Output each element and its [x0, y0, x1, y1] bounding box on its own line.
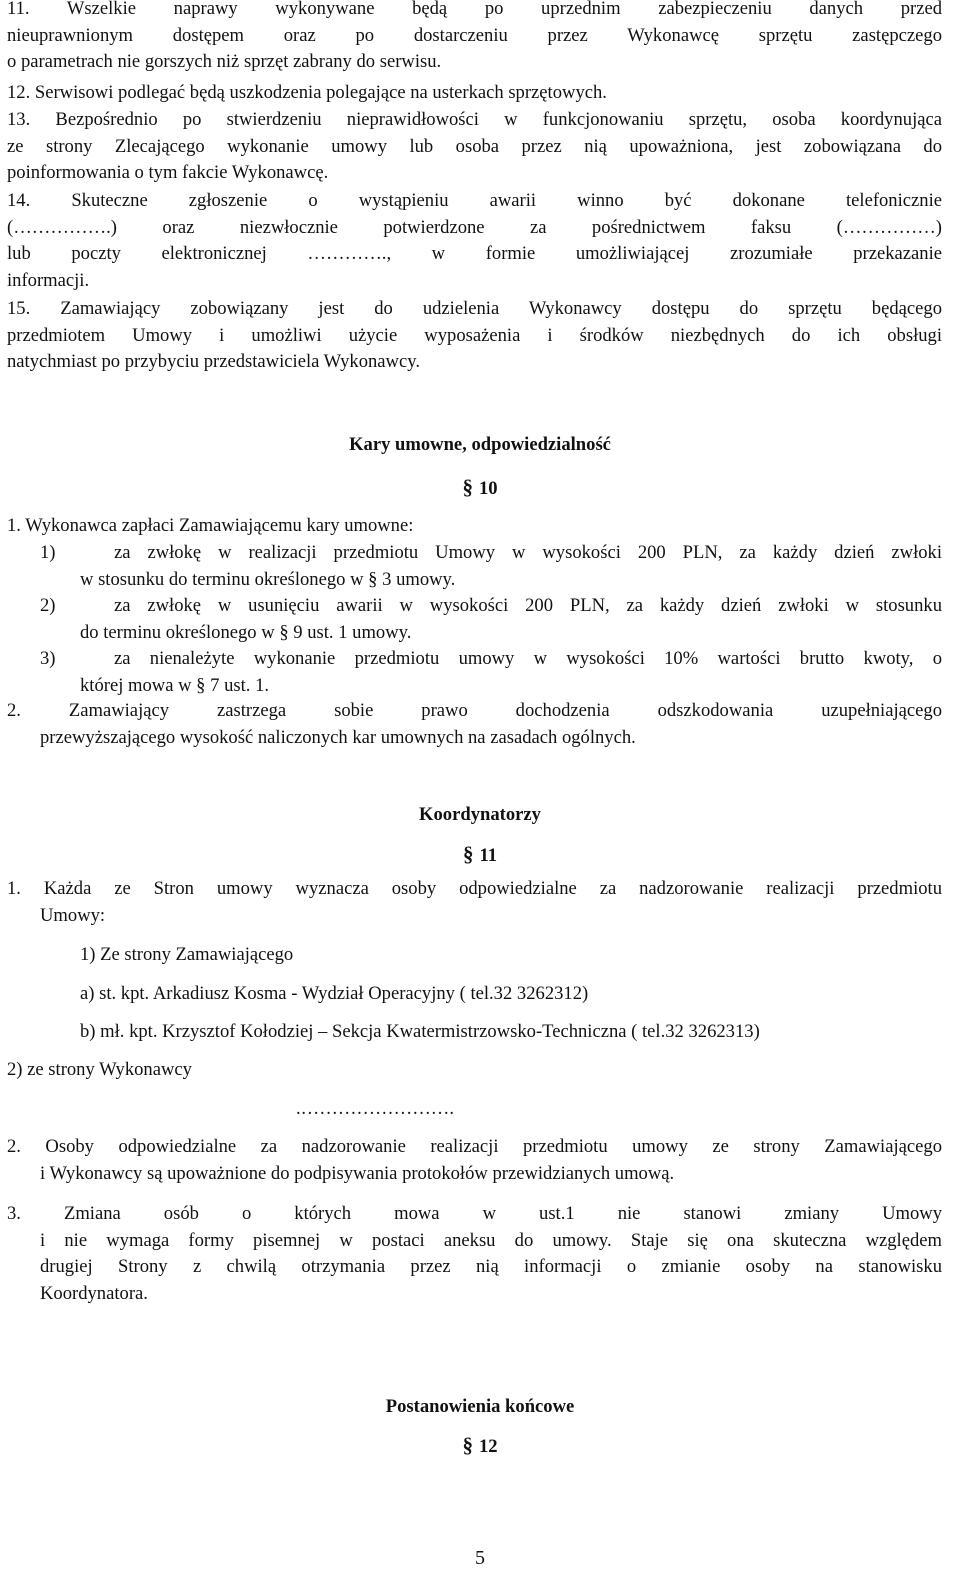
paragraph-15 [7, 296, 942, 376]
list-item-first-line [40, 593, 942, 620]
list-item-number: 3) [40, 648, 56, 669]
section-number: 10 [478, 478, 498, 499]
paragraph-line: Koordynatora. [40, 1282, 148, 1304]
section-number-12 [0, 1432, 960, 1461]
list-item-text: za zwłokę w usunięciu awarii w wysokości 200 PLN, za każdy dzień zwłoki w stosunku [114, 595, 942, 616]
list-item: 1) Ze strony Zamawiającego [80, 944, 294, 965]
paragraph-line: o parametrach nie gorszych niż sprzęt zabrany do serwisu. [7, 51, 442, 73]
paragraph-line: 12. Serwisowi podlegać będą uszkodzenia polegające na usterkach sprzętowych. [7, 82, 607, 103]
paragraph-13 [7, 107, 942, 187]
list-item-continuation: której mowa w § 7 ust. 1. [80, 674, 270, 696]
list-item-continuation: do terminu określonego w § 9 ust. 1 umowy. [80, 621, 412, 643]
paragraph-line: poinformowania o tym fakcie Wykonawcę. [7, 162, 329, 184]
section-number-10 [0, 474, 960, 503]
section-title-postanowienia: Postanowienia końcowe [385, 1396, 575, 1417]
list-item-continuation: w stosunku do terminu określonego w § 3 umowy. [80, 568, 456, 590]
list-item-first-line [40, 540, 942, 567]
paragraph-line: ze strony Zlecającego wykonanie umowy lub osoba przez nią upoważniona, jest zobowiązana do [7, 135, 942, 157]
koordynatorzy-paragraph-3 [7, 1201, 942, 1307]
section-title-koordynatorzy: Koordynatorzy [419, 804, 541, 825]
section-number-11 [0, 841, 960, 870]
paragraph-12 [7, 80, 942, 107]
section-title-kary: Kary umowne, odpowiedzialność [349, 434, 611, 455]
paragraph-line: lub poczty elektronicznej …………., w formie umożliwiającej zrozumiałe przekazanie [7, 243, 942, 265]
paragraph-line: 14. Skuteczne zgłoszenie o wystąpieniu awarii winno być dokonane telefonicznie [7, 190, 942, 211]
list-item-number: 1) [40, 542, 56, 563]
list-item: a) st. kpt. Arkadiusz Kosma - Wydział Operacyjny ( tel.32 3262312) [80, 983, 589, 1004]
paragraph-line: 1. Wykonawca zapłaci Zamawiającemu kary umowne: [7, 515, 414, 536]
paragraph-line: drugiej Strony z chwilą otrzymania przez nią informacji o zmianie osoby na stanowisku [40, 1256, 942, 1278]
paragraph-11 [7, 0, 942, 76]
paragraph-line: informacji. [7, 269, 90, 291]
koordynatorzy-sub-a [80, 981, 942, 1008]
paragraph-line: natychmiast po przybyciu przedstawiciela Wykonawcy. [7, 351, 420, 373]
page-number: 5 [475, 1547, 485, 1569]
paragraph-14 [7, 188, 942, 294]
list-item-first-line [40, 646, 942, 673]
kary-item-3 [40, 646, 942, 699]
section-number: 12 [478, 1436, 498, 1457]
kary-item-1 [40, 540, 942, 593]
paragraph-line: 2. Osoby odpowiedzialne za nadzorowanie realizacji przedmiotu umowy ze strony Zamawiającego [7, 1136, 942, 1157]
section-number: 11 [479, 845, 498, 866]
paragraph-line: nieuprawnionym dostępem oraz po dostarczeniu przez Wykonawcę sprzętu zastępczego [7, 24, 942, 46]
kary-item-2 [40, 593, 942, 646]
paragraph-line: i nie wymaga formy pisemnej w postaci aneksu do umowy. Staje się ona skuteczna względem [40, 1229, 942, 1251]
koordynatorzy-sub-1 [80, 942, 942, 969]
section-mark: § [462, 842, 474, 866]
koordynatorzy-sub-b [80, 1019, 942, 1046]
section-mark: § [462, 1433, 473, 1457]
list-item-text: za zwłokę w realizacji przedmiotu Umowy w wysokości 200 PLN, za każdy dzień zwłoki [114, 542, 942, 563]
list-item-number: 2) [40, 595, 56, 616]
list-item: 2) ze strony Wykonawcy [7, 1059, 192, 1080]
paragraph-line: przedmiotem Umowy i umożliwi użycie wyposażenia i środków niezbędnych do ich obsługi [7, 324, 942, 346]
placeholder-dots: .……………………. [296, 1098, 455, 1119]
koordynatorzy-dots [296, 1096, 696, 1123]
koordynatorzy-paragraph-2 [7, 1134, 942, 1187]
kary-paragraph-2 [7, 698, 942, 751]
paragraph-line: i Wykonawcy są upoważnione do podpisywania protokołów przewidzianych umową. [40, 1162, 675, 1184]
paragraph-line: Umowy: [40, 904, 106, 926]
list-item: b) mł. kpt. Krzysztof Kołodziej – Sekcja Kwatermistrzowsko-Techniczna ( tel.32 3262313) [80, 1021, 760, 1042]
koordynatorzy-sub-2 [7, 1057, 942, 1084]
paragraph-line: 3. Zmiana osób o których mowa w ust.1 nie stanowi zmiany Umowy [7, 1203, 942, 1224]
paragraph-line: 11. Wszelkie naprawy wykonywane będą po uprzednim zabezpieczeniu danych przed [7, 0, 942, 19]
paragraph-line: 13. Bezpośrednio po stwierdzeniu nieprawidłowości w funkcjonowaniu sprzętu, osoba koordynująca [7, 109, 942, 130]
paragraph-line: 1. Każda ze Stron umowy wyznacza osoby odpowiedzialne za nadzorowanie realizacji przedmiotu [7, 878, 942, 899]
list-item-text: za nienależyte wykonanie przedmiotu umowy w wysokości 10% wartości brutto kwoty, o [114, 648, 942, 669]
paragraph-line: przewyższającego wysokość naliczonych kar umownych na zasadach ogólnych. [40, 726, 636, 748]
paragraph-line: (…………….) oraz niezwłocznie potwierdzone za pośrednictwem faksu (……………) [7, 216, 942, 238]
kary-paragraph-1 [7, 513, 942, 540]
koordynatorzy-paragraph-1 [7, 876, 942, 929]
paragraph-line: 2. Zamawiający zastrzega sobie prawo dochodzenia odszkodowania uzupełniającego [7, 700, 942, 721]
section-mark: § [462, 475, 473, 499]
paragraph-line: 15. Zamawiający zobowiązany jest do udzielenia Wykonawcy dostępu do sprzętu będącego [7, 298, 942, 319]
